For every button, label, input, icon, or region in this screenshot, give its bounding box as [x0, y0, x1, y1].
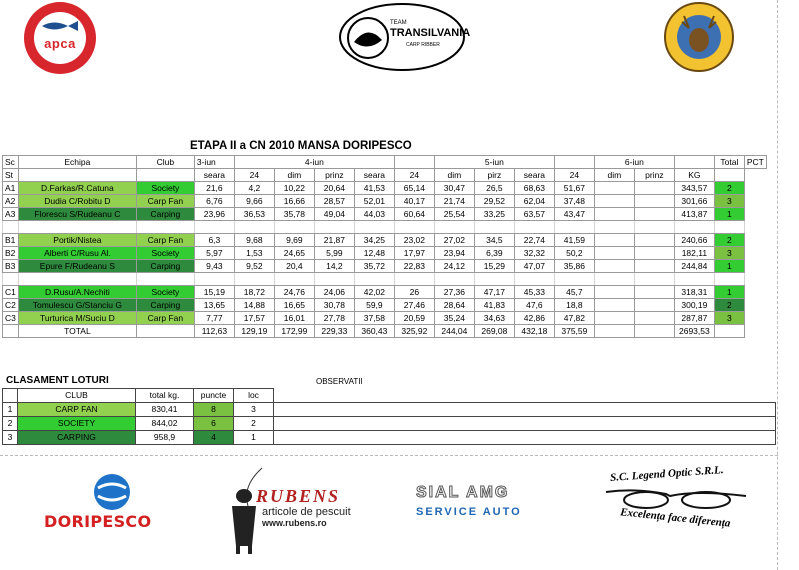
- fish-icon: [40, 19, 80, 33]
- total-value: [594, 325, 634, 338]
- spacer-cell: [394, 221, 434, 234]
- sial-sub: SERVICE AUTO: [416, 506, 522, 518]
- header-row-1: [3, 156, 767, 169]
- header-day-2: 4-iun: [234, 156, 394, 169]
- header-sub: dim: [594, 169, 634, 182]
- total-value: 129,19: [234, 325, 274, 338]
- team-value: [594, 260, 634, 273]
- spacer-cell: [354, 221, 394, 234]
- team-value: 47,17: [474, 286, 514, 299]
- header-sub: dim: [274, 169, 314, 182]
- clas-rank: 3: [3, 431, 18, 445]
- spacer-cell: [674, 273, 714, 286]
- clasament-header: [3, 389, 776, 403]
- spacer-row: [3, 273, 767, 286]
- team-sc: A1: [3, 182, 19, 195]
- team-sc: A3: [3, 208, 19, 221]
- clas-puncte: 4: [194, 431, 234, 445]
- clas-kg: 958,9: [136, 431, 194, 445]
- team-value: 34,5: [474, 234, 514, 247]
- team-label: TEAM: [390, 20, 407, 26]
- team-value: 44,03: [354, 208, 394, 221]
- team-value: 20,59: [394, 312, 434, 325]
- team-total: 301,66: [674, 195, 714, 208]
- team-value: 47,82: [554, 312, 594, 325]
- spacer-cell: [394, 273, 434, 286]
- team-club: Society: [136, 182, 194, 195]
- team-value: 15,19: [194, 286, 234, 299]
- clas-kg: 830,41: [136, 403, 194, 417]
- team-sc: C3: [3, 312, 19, 325]
- team-value: 7,77: [194, 312, 234, 325]
- total-row: [3, 325, 767, 338]
- team-value: 43,47: [554, 208, 594, 221]
- spacer-cell: [714, 221, 744, 234]
- team-row: [3, 299, 767, 312]
- total-value: 172,99: [274, 325, 314, 338]
- clas-header-club: CLUB: [18, 389, 136, 403]
- team-total: 343,57: [674, 182, 714, 195]
- team-value: 51,67: [554, 182, 594, 195]
- team-value: 33,25: [474, 208, 514, 221]
- team-value: 27,78: [314, 312, 354, 325]
- team-value: 28,57: [314, 195, 354, 208]
- team-value: 68,63: [514, 182, 554, 195]
- total-value: 112,63: [194, 325, 234, 338]
- spacer-cell: [554, 221, 594, 234]
- spacer-cell: [514, 221, 554, 234]
- doripesco-logo: [40, 468, 192, 532]
- clas-club: SOCIETY: [18, 417, 136, 431]
- team-row: [3, 260, 767, 273]
- team-echipa: Florescu S/Rudeanu C: [18, 208, 136, 221]
- team-club: Society: [136, 286, 194, 299]
- total-value: 360,43: [354, 325, 394, 338]
- clas-rank: 1: [3, 403, 18, 417]
- team-value: 20,64: [314, 182, 354, 195]
- clas-header-kg: total kg.: [136, 389, 194, 403]
- team-value: 21,87: [314, 234, 354, 247]
- total-value: 325,92: [394, 325, 434, 338]
- team-pct: 2: [714, 299, 744, 312]
- team-echipa: D.Rusu/A.Nechiti: [18, 286, 136, 299]
- clas-rank: 2: [3, 417, 18, 431]
- team-value: 60,64: [394, 208, 434, 221]
- team-value: 27,36: [434, 286, 474, 299]
- team-value: [634, 312, 674, 325]
- team-row: [3, 312, 767, 325]
- team-value: 15,29: [474, 260, 514, 273]
- spacer-cell: [136, 273, 194, 286]
- team-value: 25,54: [434, 208, 474, 221]
- team-value: 4,2: [234, 182, 274, 195]
- spacer-cell: [714, 273, 744, 286]
- team-value: [594, 312, 634, 325]
- clas-observatii: [274, 431, 776, 445]
- team-value: 35,72: [354, 260, 394, 273]
- page-break-line: [0, 455, 778, 456]
- team-value: 29,52: [474, 195, 514, 208]
- clasament-title: CLASAMENT LOTURI: [6, 375, 109, 386]
- sial-logo: [414, 484, 554, 524]
- observatii-label: OBSERVATII: [316, 377, 363, 386]
- page-break-vline: [777, 0, 778, 570]
- team-value: [634, 208, 674, 221]
- team-value: 45,33: [514, 286, 554, 299]
- header-sub: 24: [394, 169, 434, 182]
- clas-puncte: 6: [194, 417, 234, 431]
- team-value: [634, 299, 674, 312]
- team-value: [594, 247, 634, 260]
- team-value: 23,02: [394, 234, 434, 247]
- header-sub: 24: [554, 169, 594, 182]
- team-value: 16,65: [274, 299, 314, 312]
- legend-sub: Excelența face diferența: [619, 506, 731, 530]
- team-sc: C2: [3, 299, 19, 312]
- team-value: [594, 208, 634, 221]
- team-echipa: Tomulescu G/Stanciu G: [18, 299, 136, 312]
- team-value: 23,94: [434, 247, 474, 260]
- doripesco-label: DORIPESCO: [44, 512, 152, 531]
- team-value: 24,06: [314, 286, 354, 299]
- team-value: 50,2: [554, 247, 594, 260]
- team-value: 13,65: [194, 299, 234, 312]
- team-echipa: Alberti C/Rusu Al.: [18, 247, 136, 260]
- team-value: 9,43: [194, 260, 234, 273]
- legend-optic-logo: [592, 462, 762, 552]
- team-value: 9,52: [234, 260, 274, 273]
- team-value: 16,66: [274, 195, 314, 208]
- team-club: Carping: [136, 299, 194, 312]
- header-sub: prinz: [314, 169, 354, 182]
- team-pct: 1: [714, 260, 744, 273]
- team-value: [634, 286, 674, 299]
- team-row: [3, 208, 767, 221]
- total-blank: [3, 325, 19, 338]
- team-value: 42,02: [354, 286, 394, 299]
- spacer-cell: [274, 273, 314, 286]
- team-value: 9,69: [274, 234, 314, 247]
- team-value: 59,9: [354, 299, 394, 312]
- team-total: 318,31: [674, 286, 714, 299]
- team-value: 22,74: [514, 234, 554, 247]
- spacer-cell: [314, 273, 354, 286]
- clas-club: CARP FAN: [18, 403, 136, 417]
- team-value: 62,04: [514, 195, 554, 208]
- team-club: Carping: [136, 260, 194, 273]
- team-value: 49,04: [314, 208, 354, 221]
- total-blank: [714, 325, 744, 338]
- sial-label: SIAL AMG: [416, 484, 510, 501]
- header-total: Total: [714, 156, 744, 169]
- team-echipa: Turturica M/Suciu D: [18, 312, 136, 325]
- team-value: 34,25: [354, 234, 394, 247]
- header-day-4: 6-iun: [594, 156, 674, 169]
- team-value: [594, 299, 634, 312]
- team-pct: 2: [714, 234, 744, 247]
- team-value: [594, 234, 634, 247]
- clas-header-puncte: puncte: [194, 389, 234, 403]
- team-value: 37,58: [354, 312, 394, 325]
- team-value: [634, 195, 674, 208]
- header-row-2: [3, 169, 767, 182]
- team-pct: 1: [714, 208, 744, 221]
- spacer-cell: [634, 273, 674, 286]
- header-sub: seara: [194, 169, 234, 182]
- team-sc: B1: [3, 234, 19, 247]
- team-value: 47,07: [514, 260, 554, 273]
- total-blank: [136, 325, 194, 338]
- spacer-cell: [234, 273, 274, 286]
- clas-loc: 1: [234, 431, 274, 445]
- spacer-cell: [3, 221, 19, 234]
- team-club: Carp Fan: [136, 234, 194, 247]
- team-value: 35,78: [274, 208, 314, 221]
- team-row: [3, 234, 767, 247]
- spacer-cell: [18, 221, 136, 234]
- header-kg: KG: [674, 169, 714, 182]
- header-day-3: 5-iun: [434, 156, 554, 169]
- team-club: Carp Fan: [136, 312, 194, 325]
- team-value: 1,53: [234, 247, 274, 260]
- header-sub: seara: [514, 169, 554, 182]
- team-value: 21,74: [434, 195, 474, 208]
- spacer-cell: [314, 221, 354, 234]
- team-echipa: Dudia C/Robitu D: [18, 195, 136, 208]
- header-pct: PCT: [744, 156, 766, 169]
- team-row: [3, 247, 767, 260]
- clasament-row: [3, 431, 776, 445]
- team-pct: 3: [714, 312, 744, 325]
- total-label: TOTAL: [18, 325, 136, 338]
- spacer-cell: [354, 273, 394, 286]
- clas-loc: 2: [234, 417, 274, 431]
- rubens-label: RUBENS: [256, 486, 341, 506]
- header-sub: 24: [234, 169, 274, 182]
- team-value: 41,59: [554, 234, 594, 247]
- spacer-cell: [136, 221, 194, 234]
- team-value: 30,47: [434, 182, 474, 195]
- rubens-sub: articole de pescuit: [262, 506, 351, 518]
- spacer-cell: [474, 273, 514, 286]
- team-value: [594, 286, 634, 299]
- team-value: 34,63: [474, 312, 514, 325]
- team-value: 65,14: [394, 182, 434, 195]
- team-value: 24,12: [434, 260, 474, 273]
- team-pct: 3: [714, 247, 744, 260]
- team-value: 41,53: [354, 182, 394, 195]
- team-value: 52,01: [354, 195, 394, 208]
- header-club: Club: [136, 156, 194, 169]
- spacer-cell: [3, 273, 19, 286]
- spacer-cell: [18, 273, 136, 286]
- spacer-cell: [594, 273, 634, 286]
- header-echipa: Echipa: [18, 156, 136, 169]
- team-value: 12,48: [354, 247, 394, 260]
- apca-logo-text: apca: [44, 36, 76, 51]
- total-value: 229,33: [314, 325, 354, 338]
- clas-puncte: 8: [194, 403, 234, 417]
- team-sc: A2: [3, 195, 19, 208]
- team-value: 6,39: [474, 247, 514, 260]
- team-sc: B3: [3, 260, 19, 273]
- team-pct: 1: [714, 286, 744, 299]
- team-total: 300,19: [674, 299, 714, 312]
- clas-observatii: [274, 417, 776, 431]
- team-value: 26: [394, 286, 434, 299]
- team-value: 35,86: [554, 260, 594, 273]
- spacer-cell: [234, 221, 274, 234]
- clas-header-loc: loc: [234, 389, 274, 403]
- header-day-1: 3-iun: [194, 156, 234, 169]
- team-value: 36,53: [234, 208, 274, 221]
- team-value: 27,02: [434, 234, 474, 247]
- spacer-cell: [554, 273, 594, 286]
- team-value: 16,01: [274, 312, 314, 325]
- team-club: Carp Fan: [136, 195, 194, 208]
- team-value: 28,64: [434, 299, 474, 312]
- clas-observatii: [274, 403, 776, 417]
- apca-logo: [24, 2, 96, 74]
- team-total: 182,11: [674, 247, 714, 260]
- clasament-row: [3, 403, 776, 417]
- team-value: 24,76: [274, 286, 314, 299]
- header-sub: prinz: [634, 169, 674, 182]
- header-sub: dim: [434, 169, 474, 182]
- page-title: ETAPA II a CN 2010 MANSA DORIPESCO: [190, 140, 412, 152]
- team-value: 42,86: [514, 312, 554, 325]
- crest-logo: [662, 0, 736, 74]
- team-value: 26,5: [474, 182, 514, 195]
- transilvania-sub: CARP RIBBER: [406, 42, 440, 48]
- team-value: 35,24: [434, 312, 474, 325]
- results-table: [2, 155, 767, 338]
- team-value: 37,48: [554, 195, 594, 208]
- team-value: 45,7: [554, 286, 594, 299]
- team-value: [594, 195, 634, 208]
- team-value: 18,72: [234, 286, 274, 299]
- total-value: 269,08: [474, 325, 514, 338]
- team-value: 17,97: [394, 247, 434, 260]
- team-value: 22,83: [394, 260, 434, 273]
- spacer-row: [3, 221, 767, 234]
- team-value: 18,8: [554, 299, 594, 312]
- team-value: 20,4: [274, 260, 314, 273]
- spacer-cell: [634, 221, 674, 234]
- team-value: 6,3: [194, 234, 234, 247]
- team-value: [634, 260, 674, 273]
- spacer-cell: [194, 221, 234, 234]
- clasament-table: [2, 388, 776, 445]
- team-value: 6,76: [194, 195, 234, 208]
- spacer-cell: [194, 273, 234, 286]
- team-value: [634, 234, 674, 247]
- team-value: [634, 182, 674, 195]
- transilvania-logo: [338, 2, 471, 72]
- team-sc: C1: [3, 286, 19, 299]
- spacer-cell: [474, 221, 514, 234]
- team-value: [634, 247, 674, 260]
- team-value: 5,97: [194, 247, 234, 260]
- transilvania-label: TRANSILVANIA: [390, 27, 471, 39]
- header-sub: pirz: [474, 169, 514, 182]
- clas-loc: 3: [234, 403, 274, 417]
- team-value: 14,88: [234, 299, 274, 312]
- spacer-cell: [434, 273, 474, 286]
- team-echipa: Portik/Nistea: [18, 234, 136, 247]
- team-value: 9,66: [234, 195, 274, 208]
- team-total: 240,66: [674, 234, 714, 247]
- team-value: [594, 182, 634, 195]
- team-row: [3, 195, 767, 208]
- legend-label: S.C. Legend Optic S.R.L.: [609, 464, 724, 484]
- team-value: 41,83: [474, 299, 514, 312]
- team-pct: 2: [714, 182, 744, 195]
- team-value: 32,32: [514, 247, 554, 260]
- rubens-logo: [222, 466, 384, 556]
- spacer-cell: [274, 221, 314, 234]
- team-club: Carping: [136, 208, 194, 221]
- team-sc: B2: [3, 247, 19, 260]
- header-sc: Sc: [3, 156, 19, 169]
- team-echipa: D.Farkas/R.Catuna: [18, 182, 136, 195]
- total-value: 432,18: [514, 325, 554, 338]
- team-value: 30,78: [314, 299, 354, 312]
- team-club: Society: [136, 247, 194, 260]
- team-value: 14,2: [314, 260, 354, 273]
- header-sub: seara: [354, 169, 394, 182]
- total-value: [634, 325, 674, 338]
- team-value: 17,57: [234, 312, 274, 325]
- team-total: 413,87: [674, 208, 714, 221]
- team-row: [3, 182, 767, 195]
- team-echipa: Epure F/Rudeanu S: [18, 260, 136, 273]
- clas-kg: 844,02: [136, 417, 194, 431]
- spacer-cell: [674, 221, 714, 234]
- clasament-row: [3, 417, 776, 431]
- team-row: [3, 286, 767, 299]
- total-value: 375,59: [554, 325, 594, 338]
- team-value: 21,6: [194, 182, 234, 195]
- spacer-cell: [514, 273, 554, 286]
- spacer-cell: [434, 221, 474, 234]
- team-pct: 3: [714, 195, 744, 208]
- clas-club: CARPING: [18, 431, 136, 445]
- team-value: 9,68: [234, 234, 274, 247]
- rubens-web: www.rubens.ro: [262, 518, 327, 528]
- team-value: 40,17: [394, 195, 434, 208]
- team-value: 23,96: [194, 208, 234, 221]
- total-value: 244,04: [434, 325, 474, 338]
- team-value: 47,6: [514, 299, 554, 312]
- header-st: St: [3, 169, 19, 182]
- team-value: 27,46: [394, 299, 434, 312]
- team-value: 5,99: [314, 247, 354, 260]
- team-value: 24,65: [274, 247, 314, 260]
- team-total: 287,87: [674, 312, 714, 325]
- team-value: 63,57: [514, 208, 554, 221]
- team-total: 244,84: [674, 260, 714, 273]
- spacer-cell: [594, 221, 634, 234]
- total-sum: 2693,53: [674, 325, 714, 338]
- team-value: 10,22: [274, 182, 314, 195]
